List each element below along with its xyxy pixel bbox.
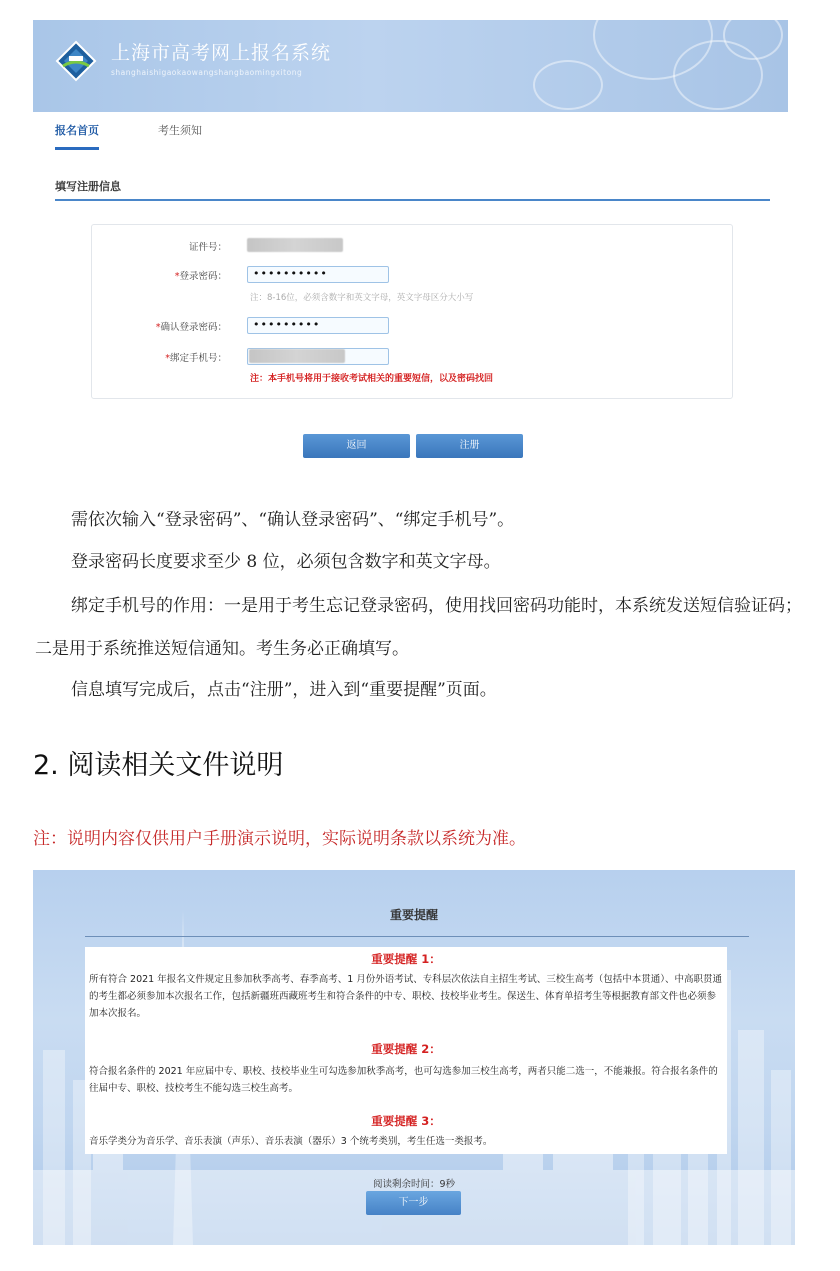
tab-notice[interactable]: 考生须知 xyxy=(158,124,202,137)
id-number-value xyxy=(247,238,343,252)
next-step-button[interactable]: 下一步 xyxy=(366,1191,461,1215)
reading-countdown: 阅读剩余时间：9秒 xyxy=(372,1179,456,1190)
section-divider xyxy=(55,199,770,201)
reminder-divider xyxy=(85,936,749,937)
disclaimer-note: 注：说明内容仅供用户手册演示说明，实际说明条款以系统为准。 xyxy=(33,829,526,849)
reminder-title: 重要提醒 xyxy=(389,908,438,922)
paragraph-1: 需依次输入“登录密码”、“确认登录密码”、“绑定手机号”。 xyxy=(71,510,515,530)
confirm-password-label: *确认登录密码： xyxy=(155,322,227,333)
password-label: *登录密码： xyxy=(174,271,227,282)
paragraph-4: 信息填写完成后，点击“注册”，进入到“重要提醒”页面。 xyxy=(71,680,497,700)
reminder-text-3: 音乐学类分为音乐学、音乐表演（声乐）、音乐表演（器乐）3 个统考类别，考生任选一类报考。 xyxy=(89,1136,493,1147)
register-button[interactable]: 注册 xyxy=(416,434,523,458)
reminder-heading-3: 重要提醒 3： xyxy=(371,1114,441,1128)
reminder-heading-2: 重要提醒 2： xyxy=(371,1042,441,1056)
registration-screenshot xyxy=(33,20,788,490)
back-button[interactable]: 返回 xyxy=(303,434,410,458)
phone-value xyxy=(249,349,345,363)
reminder-screenshot xyxy=(33,870,795,1245)
section-heading: 2. 阅读相关文件说明 xyxy=(33,750,284,781)
exam-logo-icon xyxy=(55,40,97,82)
registration-form xyxy=(91,224,733,399)
tab-home[interactable]: 报名首页 xyxy=(55,122,99,150)
password-input[interactable]: •••••••••• xyxy=(247,266,389,283)
id-number-label: 证件号： xyxy=(188,242,227,253)
reminder-heading-1: 重要提醒 1： xyxy=(371,952,441,966)
paragraph-2: 登录密码长度要求至少 8 位，必须包含数字和英文字母。 xyxy=(71,552,501,572)
reminder-panel xyxy=(85,947,727,1154)
phone-label: *绑定手机号： xyxy=(165,353,227,364)
site-title: 上海市高考网上报名系统 xyxy=(111,42,332,64)
confirm-password-input[interactable]: ••••••••• xyxy=(247,317,389,334)
reminder-text-2: 符合报名条件的 2021 年应届中专、职校、技校毕业生可勾选参加秋季高考，也可勾选参加三校生高考，两者只能二选一，不能兼报。符合报名条件的往届中专、职校、技校考生不能勾选三校生高考。 xyxy=(89,1066,718,1094)
section-title: 填写注册信息 xyxy=(55,180,121,193)
site-subtitle: shanghaishigaokaowangshangbaomingxitong xyxy=(111,68,303,77)
reminder-text-1: 所有符合 2021 年报名文件规定且参加秋季高考、春季高考、1 月份外语考试、专科层次依法自主招生考试、三校生高考（包括中本贯通）、中高职贯通的考生都必须参加本次报名工作，包括新疆班西藏班考生和符合条件的中专、职校、技校毕业考生。保送生、体育单招考生等根据教育部文件也必须参加本次报名。 xyxy=(89,974,723,1019)
paragraph-3: 绑定手机号的作用：一是用于考生忘记登录密码，使用找回密码功能时，本系统发送短信验证码；二是用于系统推送短信通知。考生务必正确填写。 xyxy=(35,596,802,659)
password-hint: 注：8-16位，必须含数字和英文字母，英文字母区分大小写 xyxy=(250,293,474,303)
site-banner xyxy=(33,20,788,112)
phone-warning: 注：本手机号将用于接收考试相关的重要短信，以及密码找回 xyxy=(250,374,494,384)
